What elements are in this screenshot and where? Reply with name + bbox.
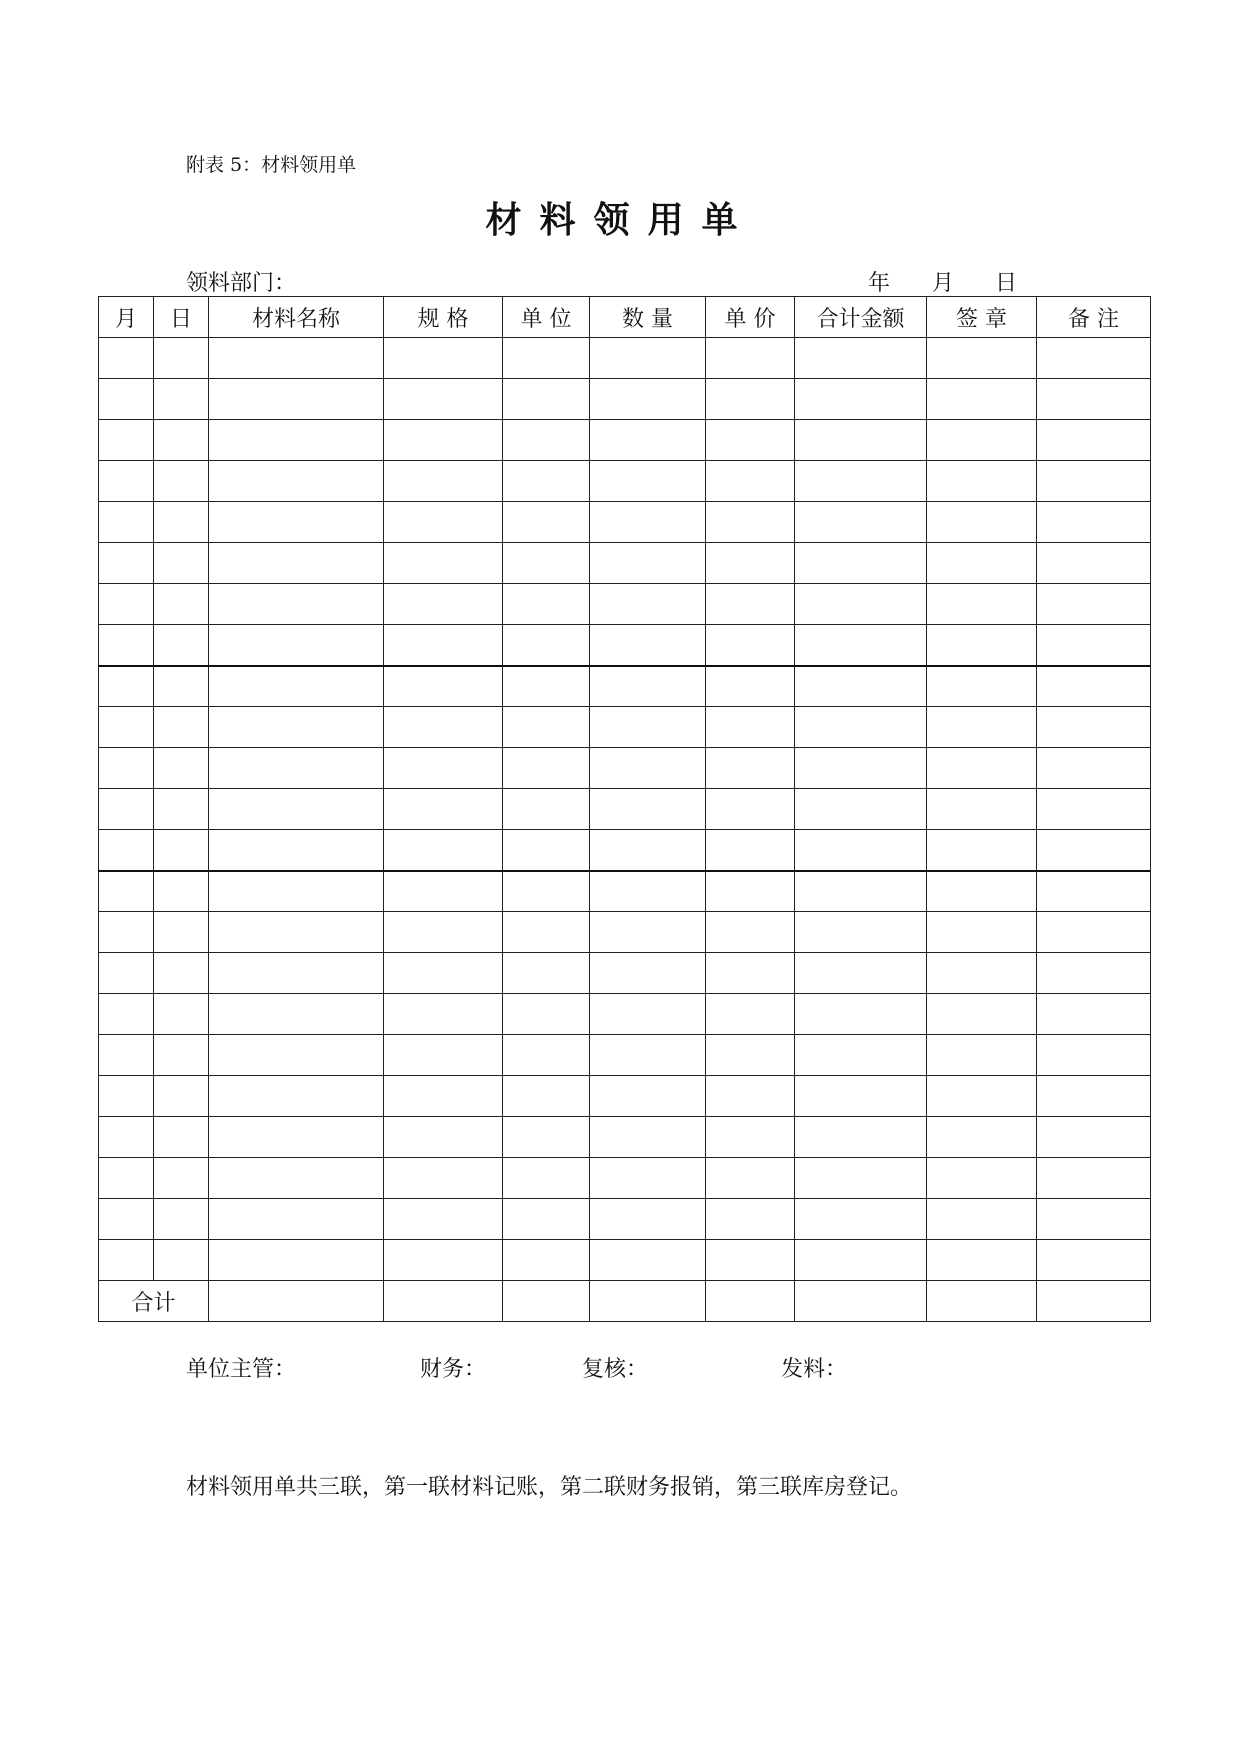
table-cell[interactable] [154, 625, 209, 666]
table-cell[interactable] [154, 912, 209, 953]
page-title: 材料领用单 [485, 200, 756, 241]
table-cell[interactable] [590, 830, 706, 871]
table-cell[interactable] [209, 1076, 384, 1117]
col-header-remarks: 备 注 [1037, 297, 1151, 338]
table-cell[interactable] [209, 502, 384, 543]
table-row [99, 830, 1151, 871]
table-cell[interactable] [209, 748, 384, 789]
table-cell[interactable] [154, 420, 209, 461]
table-cell[interactable] [590, 1158, 706, 1199]
col-header-unit: 单 位 [503, 297, 590, 338]
table-row [99, 625, 1151, 666]
table-cell[interactable] [706, 1158, 795, 1199]
table-cell[interactable] [154, 379, 209, 420]
table-row [99, 666, 1151, 707]
table-cell[interactable] [209, 461, 384, 502]
table-cell[interactable] [209, 1199, 384, 1240]
table-cell[interactable] [706, 1076, 795, 1117]
table-cell[interactable] [503, 707, 590, 748]
table-cell[interactable] [154, 707, 209, 748]
table-cell[interactable] [795, 1076, 927, 1117]
table-cell[interactable] [384, 953, 503, 994]
table-cell[interactable] [209, 871, 384, 912]
table-cell[interactable] [1037, 502, 1151, 543]
table-cell[interactable] [384, 625, 503, 666]
table-cell[interactable] [1037, 912, 1151, 953]
review-label: 复核： [582, 1357, 649, 1382]
table-cell[interactable] [154, 1076, 209, 1117]
total-cell[interactable] [795, 1281, 927, 1322]
table-cell[interactable] [99, 912, 154, 953]
day-label: 日 [995, 271, 1018, 296]
table-cell[interactable] [503, 543, 590, 584]
table-cell[interactable] [99, 1076, 154, 1117]
table-cell[interactable] [795, 625, 927, 666]
table-cell[interactable] [927, 1199, 1037, 1240]
table-cell[interactable] [706, 994, 795, 1035]
table-cell[interactable] [927, 1117, 1037, 1158]
table-cell[interactable] [706, 420, 795, 461]
table-cell[interactable] [209, 338, 384, 379]
table-row [99, 707, 1151, 748]
date-line [868, 266, 1017, 297]
table-row [99, 1240, 1151, 1281]
table-cell[interactable] [1037, 379, 1151, 420]
table-cell[interactable] [503, 1240, 590, 1281]
table-cell[interactable] [503, 748, 590, 789]
table-cell[interactable] [154, 461, 209, 502]
table-cell[interactable] [795, 789, 927, 830]
total-cell[interactable] [209, 1281, 384, 1322]
table-row [99, 994, 1151, 1035]
table-cell[interactable] [209, 666, 384, 707]
table-cell[interactable] [209, 1158, 384, 1199]
table-cell[interactable] [1037, 1076, 1151, 1117]
table-cell[interactable] [154, 1158, 209, 1199]
table-row [99, 338, 1151, 379]
total-cell[interactable] [590, 1281, 706, 1322]
table-cell[interactable] [99, 830, 154, 871]
table-cell[interactable] [590, 707, 706, 748]
table-cell[interactable] [154, 830, 209, 871]
header-row [99, 297, 1151, 338]
table-cell[interactable] [590, 461, 706, 502]
table-cell[interactable] [99, 1158, 154, 1199]
table-cell[interactable] [927, 420, 1037, 461]
table-cell[interactable] [706, 543, 795, 584]
col-header-unit-price: 单 价 [706, 297, 795, 338]
table-cell[interactable] [927, 338, 1037, 379]
table-cell[interactable] [99, 953, 154, 994]
table-cell[interactable] [590, 1199, 706, 1240]
table-cell[interactable] [1037, 953, 1151, 994]
col-header-material-name: 材料名称 [209, 297, 384, 338]
table-cell[interactable] [590, 666, 706, 707]
table-cell[interactable] [384, 912, 503, 953]
table-cell[interactable] [503, 1117, 590, 1158]
month-label: 月 [932, 271, 955, 296]
total-label: 合计 [99, 1281, 209, 1322]
table-cell[interactable] [503, 338, 590, 379]
table-cell[interactable] [99, 338, 154, 379]
unit-manager-label: 单位主管： [186, 1357, 297, 1382]
table-cell[interactable] [209, 789, 384, 830]
total-cell[interactable] [927, 1281, 1037, 1322]
table-cell[interactable] [927, 666, 1037, 707]
table-cell[interactable] [590, 338, 706, 379]
table-cell[interactable] [1037, 748, 1151, 789]
table-row [99, 1035, 1151, 1076]
finance-label: 财务： [420, 1357, 487, 1382]
year-label: 年 [868, 271, 891, 296]
table-cell[interactable] [99, 461, 154, 502]
table-cell[interactable] [590, 1035, 706, 1076]
table-row [99, 584, 1151, 625]
table-cell[interactable] [706, 707, 795, 748]
table-cell[interactable] [706, 748, 795, 789]
table-cell[interactable] [706, 379, 795, 420]
table-cell[interactable] [706, 1117, 795, 1158]
appendix-label: 附表 5：材料领用单 [186, 154, 357, 176]
table-cell[interactable] [384, 584, 503, 625]
total-cell[interactable] [706, 1281, 795, 1322]
table-cell[interactable] [209, 707, 384, 748]
table-cell[interactable] [503, 1076, 590, 1117]
table-row [99, 1199, 1151, 1240]
table-cell[interactable] [384, 461, 503, 502]
table-cell[interactable] [99, 1240, 154, 1281]
table-row [99, 1076, 1151, 1117]
table-cell[interactable] [384, 707, 503, 748]
table-cell[interactable] [154, 543, 209, 584]
requisition-table [98, 296, 1151, 1322]
table-cell[interactable] [503, 953, 590, 994]
table-cell[interactable] [384, 1117, 503, 1158]
table-cell[interactable] [927, 543, 1037, 584]
table-cell[interactable] [209, 1035, 384, 1076]
col-header-signature: 签 章 [927, 297, 1037, 338]
table-cell[interactable] [795, 1240, 927, 1281]
table-cell[interactable] [927, 584, 1037, 625]
table-cell[interactable] [590, 625, 706, 666]
table-cell[interactable] [384, 420, 503, 461]
table-cell[interactable] [590, 502, 706, 543]
table-cell[interactable] [1037, 1035, 1151, 1076]
total-cell[interactable] [503, 1281, 590, 1322]
table-cell[interactable] [1037, 338, 1151, 379]
table-cell[interactable] [99, 1199, 154, 1240]
table-cell[interactable] [99, 502, 154, 543]
table-cell[interactable] [590, 584, 706, 625]
table-cell[interactable] [706, 1199, 795, 1240]
table-cell[interactable] [384, 789, 503, 830]
table-cell[interactable] [154, 338, 209, 379]
table-cell[interactable] [706, 502, 795, 543]
col-header-total-amount: 合计金额 [795, 297, 927, 338]
table-cell[interactable] [503, 666, 590, 707]
table-cell[interactable] [927, 461, 1037, 502]
table-cell[interactable] [384, 1035, 503, 1076]
table-cell[interactable] [99, 789, 154, 830]
table-cell[interactable] [706, 912, 795, 953]
table-cell[interactable] [503, 379, 590, 420]
table-cell[interactable] [1037, 707, 1151, 748]
table-cell[interactable] [1037, 1240, 1151, 1281]
table-cell[interactable] [384, 830, 503, 871]
table-cell[interactable] [795, 830, 927, 871]
table-cell[interactable] [209, 584, 384, 625]
table-cell[interactable] [384, 666, 503, 707]
table-cell[interactable] [706, 338, 795, 379]
table-cell[interactable] [209, 379, 384, 420]
table-row [99, 1158, 1151, 1199]
table-cell[interactable] [795, 1035, 927, 1076]
table-cell[interactable] [927, 953, 1037, 994]
table-cell[interactable] [795, 666, 927, 707]
table-cell[interactable] [503, 1199, 590, 1240]
table-cell[interactable] [927, 1035, 1037, 1076]
table-cell[interactable] [1037, 420, 1151, 461]
table-cell[interactable] [795, 379, 927, 420]
table-cell[interactable] [927, 1158, 1037, 1199]
table-cell[interactable] [1037, 1158, 1151, 1199]
table-cell[interactable] [795, 420, 927, 461]
table-cell[interactable] [795, 1117, 927, 1158]
table-cell[interactable] [209, 543, 384, 584]
table-cell[interactable] [99, 379, 154, 420]
table-cell[interactable] [209, 912, 384, 953]
table-cell[interactable] [503, 625, 590, 666]
table-cell[interactable] [384, 994, 503, 1035]
table-cell[interactable] [154, 871, 209, 912]
table-cell[interactable] [384, 1199, 503, 1240]
table-cell[interactable] [209, 994, 384, 1035]
table-cell[interactable] [795, 502, 927, 543]
table-cell[interactable] [706, 789, 795, 830]
table-cell[interactable] [927, 379, 1037, 420]
table-cell[interactable] [590, 789, 706, 830]
table-cell[interactable] [927, 1076, 1037, 1117]
table-cell[interactable] [927, 707, 1037, 748]
total-row [99, 1281, 1151, 1322]
department-label: 领料部门： [186, 271, 297, 296]
table-cell[interactable] [795, 1199, 927, 1240]
table-cell[interactable] [590, 420, 706, 461]
table-cell[interactable] [99, 994, 154, 1035]
table-cell[interactable] [384, 1158, 503, 1199]
table-cell[interactable] [795, 707, 927, 748]
table-cell[interactable] [384, 379, 503, 420]
table-cell[interactable] [706, 1035, 795, 1076]
col-header-month: 月 [99, 297, 154, 338]
table-cell[interactable] [706, 584, 795, 625]
table-cell[interactable] [706, 625, 795, 666]
table-cell[interactable] [927, 789, 1037, 830]
table-cell[interactable] [1037, 1199, 1151, 1240]
table-row [99, 502, 1151, 543]
table-cell[interactable] [384, 871, 503, 912]
table-cell[interactable] [795, 953, 927, 994]
table-cell[interactable] [795, 748, 927, 789]
table-cell[interactable] [927, 625, 1037, 666]
table-cell[interactable] [927, 871, 1037, 912]
table-cell[interactable] [590, 748, 706, 789]
table-cell[interactable] [503, 1158, 590, 1199]
table-cell[interactable] [1037, 994, 1151, 1035]
table-cell[interactable] [209, 1117, 384, 1158]
table-cell[interactable] [795, 1158, 927, 1199]
table-row [99, 1117, 1151, 1158]
table-cell[interactable] [503, 584, 590, 625]
table-cell[interactable] [795, 543, 927, 584]
table-cell[interactable] [503, 420, 590, 461]
table-cell[interactable] [154, 1199, 209, 1240]
table-cell[interactable] [706, 871, 795, 912]
table-cell[interactable] [384, 502, 503, 543]
col-header-day: 日 [154, 297, 209, 338]
table-cell[interactable] [795, 584, 927, 625]
table-cell[interactable] [590, 1076, 706, 1117]
table-cell[interactable] [154, 1117, 209, 1158]
table-row [99, 379, 1151, 420]
table-cell[interactable] [154, 584, 209, 625]
table-cell[interactable] [99, 625, 154, 666]
table-cell[interactable] [99, 666, 154, 707]
table-cell[interactable] [154, 502, 209, 543]
table-cell[interactable] [927, 994, 1037, 1035]
table-cell[interactable] [1037, 584, 1151, 625]
table-cell[interactable] [209, 1240, 384, 1281]
table-cell[interactable] [706, 830, 795, 871]
table-cell[interactable] [503, 871, 590, 912]
table-cell[interactable] [503, 1035, 590, 1076]
table-cell[interactable] [590, 871, 706, 912]
footer-note: 材料领用单共三联，第一联材料记账，第二联财务报销，第三联库房登记。 [186, 1475, 913, 1500]
table-cell[interactable] [209, 830, 384, 871]
table-cell[interactable] [503, 502, 590, 543]
total-cell[interactable] [1037, 1281, 1151, 1322]
table-cell[interactable] [503, 912, 590, 953]
table-cell[interactable] [590, 953, 706, 994]
table-cell[interactable] [503, 789, 590, 830]
table-cell[interactable] [927, 1240, 1037, 1281]
table-cell[interactable] [706, 953, 795, 994]
table-cell[interactable] [154, 994, 209, 1035]
table-cell[interactable] [99, 1035, 154, 1076]
table-cell[interactable] [384, 543, 503, 584]
table-row [99, 953, 1151, 994]
col-header-quantity: 数 量 [590, 297, 706, 338]
table-cell[interactable] [209, 420, 384, 461]
table-cell[interactable] [154, 748, 209, 789]
table-row [99, 543, 1151, 584]
table-cell[interactable] [590, 379, 706, 420]
table-cell[interactable] [99, 584, 154, 625]
table-cell[interactable] [99, 707, 154, 748]
table-row [99, 420, 1151, 461]
table-cell[interactable] [795, 994, 927, 1035]
table-cell[interactable] [99, 420, 154, 461]
table-cell[interactable] [795, 338, 927, 379]
table-cell[interactable] [384, 1240, 503, 1281]
table-cell[interactable] [99, 543, 154, 584]
table-cell[interactable] [99, 1117, 154, 1158]
table-cell[interactable] [154, 789, 209, 830]
table-cell[interactable] [503, 994, 590, 1035]
table-cell[interactable] [927, 748, 1037, 789]
table-row [99, 912, 1151, 953]
table-row [99, 871, 1151, 912]
table-cell[interactable] [1037, 789, 1151, 830]
table-cell[interactable] [154, 953, 209, 994]
table-cell[interactable] [706, 1240, 795, 1281]
table-cell[interactable] [503, 830, 590, 871]
table-cell[interactable] [1037, 1117, 1151, 1158]
table-cell[interactable] [384, 1076, 503, 1117]
table-cell[interactable] [1037, 543, 1151, 584]
table-cell[interactable] [1037, 461, 1151, 502]
table-row [99, 789, 1151, 830]
table-cell[interactable] [1037, 830, 1151, 871]
table-cell[interactable] [1037, 625, 1151, 666]
total-cell[interactable] [384, 1281, 503, 1322]
table-cell[interactable] [795, 871, 927, 912]
table-cell[interactable] [706, 461, 795, 502]
table-cell[interactable] [384, 338, 503, 379]
table-cell[interactable] [154, 1035, 209, 1076]
table-cell[interactable] [154, 666, 209, 707]
table-cell[interactable] [590, 994, 706, 1035]
table-cell[interactable] [927, 830, 1037, 871]
table-cell[interactable] [99, 871, 154, 912]
table-cell[interactable] [154, 1240, 209, 1281]
table-cell[interactable] [590, 1240, 706, 1281]
table-cell[interactable] [99, 748, 154, 789]
table-cell[interactable] [590, 543, 706, 584]
table-row [99, 461, 1151, 502]
table-cell[interactable] [1037, 666, 1151, 707]
table-cell[interactable] [590, 1117, 706, 1158]
table-row [99, 748, 1151, 789]
table-cell[interactable] [209, 953, 384, 994]
table-cell[interactable] [590, 912, 706, 953]
col-header-spec: 规 格 [384, 297, 503, 338]
table-cell[interactable] [1037, 871, 1151, 912]
issue-label: 发料： [781, 1357, 848, 1382]
table-cell[interactable] [503, 461, 590, 502]
table-cell[interactable] [209, 625, 384, 666]
table-cell[interactable] [795, 912, 927, 953]
table-cell[interactable] [795, 461, 927, 502]
table-cell[interactable] [706, 666, 795, 707]
table-cell[interactable] [927, 912, 1037, 953]
table-cell[interactable] [384, 748, 503, 789]
table-cell[interactable] [927, 502, 1037, 543]
